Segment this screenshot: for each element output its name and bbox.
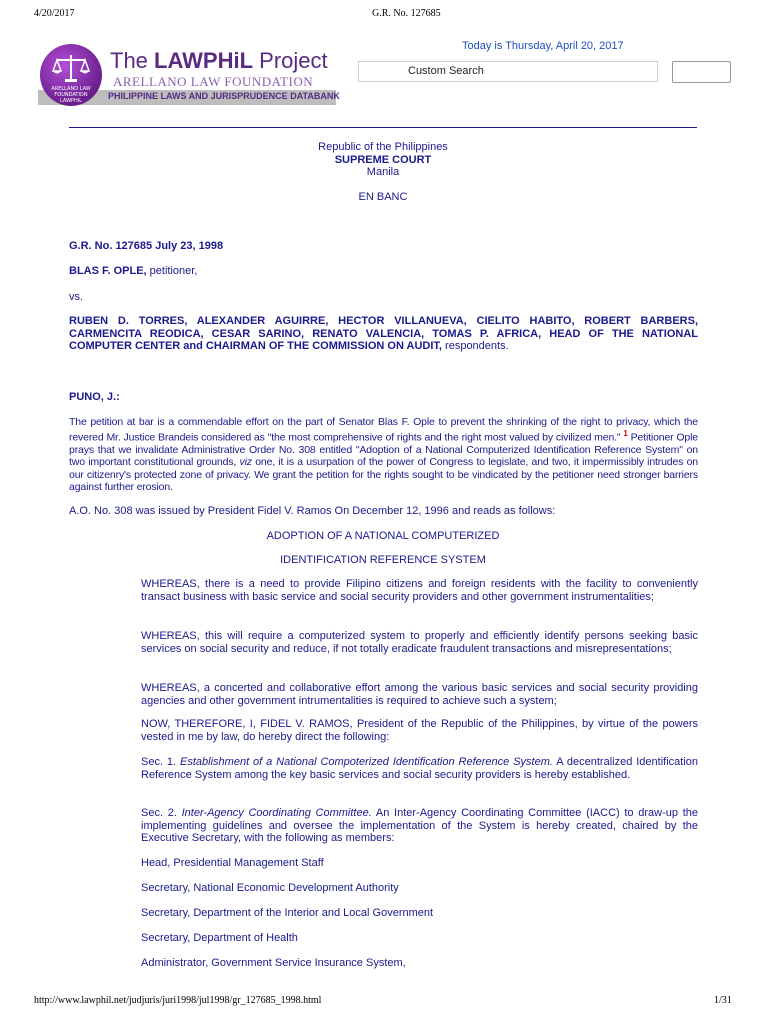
case-number: G.R. No. 127685 July 23, 1998 <box>69 240 224 252</box>
ao-title-1: ADOPTION OF A NATIONAL COMPUTERIZED <box>266 530 500 542</box>
section-2: Sec. 2. Inter-Agency Coordinating Committee. An Inter-Agency Coordinating Committee (IACC) to draw-up the implementing guidelines and oversee the implementation of the System is hereby created, chaired by the Executive Secretary, with the following as members: <box>141 807 698 844</box>
member-item: Head, Presidential Management Staff <box>141 857 324 869</box>
ao-title-2: IDENTIFICATION REFERENCE SYSTEM <box>280 554 486 566</box>
division-line: EN BANC <box>358 191 408 203</box>
republic-line: Republic of the Philippines <box>318 141 448 153</box>
opening-paragraph: The petition at bar is a commendable effort on the part of Senator Blas F. Ople to prevent the shrinking of the right to privacy, which the revered Mr. Justice Brandeis considered as "the most comprehensive of rights and the right most valued by civilized men." $^1$ Petitioner Ople prays that we invalidate Administrative Order No. 308 entitled "Adoption of a National Computerized Identification Reference System" on two important constitutional grounds, viz one, it is a usurpation of the power of Congress to legislate, and two, it impermissibly intrudes on our citizenry's protected zone of privacy. We grant the petition for the rights sought to be vindicated by the petitioner need stronger barriers against further erosion. <box>69 416 698 493</box>
logo-databank-text: PHILIPPINE LAWS AND JURISPRUDENCE DATABANK <box>108 91 340 101</box>
whereas-3: WHEREAS, a concerted and collaborative effort among the various basic services and social security providing agencies and other government intrumentalities is required to achieve such a system; <box>141 682 698 707</box>
member-item: Secretary, National Economic Development Authority <box>141 882 399 894</box>
respondents: RUBEN D. TORRES, ALEXANDER AGUIRRE, HECTOR VILLANUEVA, CIELITO HABITO, ROBERT BARBERS, CARMENCITA REODICA, CESAR SARINO, RENATO VALENCIA, TOMAS P. AFRICA, HEAD OF THE NATIONAL COMPUTER CENTER and CHAIRMAN OF THE COMMISSION ON AUDIT, respondents. <box>69 315 698 352</box>
versus: vs. <box>69 291 84 303</box>
whereas-2: WHEREAS, this will require a computerized system to properly and efficiently identify persons seeking basic services on social security and reduce, if not totally eradicate fraudulent transactions and misrepresentations; <box>141 630 698 655</box>
print-title: G.R. No. 127685 <box>372 8 441 19</box>
supreme-court-line: SUPREME COURT <box>334 154 432 166</box>
petitioner: BLAS F. OPLE, petitioner, <box>69 265 198 277</box>
ponente: PUNO, J.: <box>69 391 120 403</box>
whereas-1: WHEREAS, there is a need to provide Filipino citizens and foreign residents with the facility to conveniently transact business with basic service and social security providers and other government instrumentalities; <box>141 578 698 603</box>
scales-of-justice-icon <box>52 52 90 86</box>
today-date: Today is Thursday, April 20, 2017 <box>462 40 624 52</box>
city-line: Manila <box>366 166 400 178</box>
print-url: http://www.lawphil.net/judjuris/juri1998/jul1998/gr_127685_1998.html <box>34 995 322 1006</box>
header-divider <box>69 127 697 128</box>
footnote-1-link[interactable]: 1 <box>623 429 628 439</box>
ao-intro: A.O. No. 308 was issued by President Fidel V. Ramos On December 12, 1996 and reads as follows: <box>69 505 556 517</box>
search-button[interactable] <box>672 61 731 83</box>
emblem-text: ARELLANO LAW FOUNDATION LAWPHiL <box>51 86 91 104</box>
print-date: 4/20/2017 <box>34 8 75 19</box>
lawphil-logo[interactable] <box>38 44 338 106</box>
custom-search-input[interactable]: Custom Search <box>358 61 658 82</box>
member-item: Administrator, Government Service Insurance System, <box>141 957 406 969</box>
member-item: Secretary, Department of the Interior and Local Government <box>141 907 434 919</box>
now-therefore: NOW, THEREFORE, I, FIDEL V. RAMOS, President of the Republic of the Philippines, by virtue of the powers vested in me by law, do hereby direct the following: <box>141 718 698 743</box>
print-page: 1/31 <box>714 995 732 1006</box>
section-1: Sec. 1. Establishment of a National Compoterized Identification Reference System. A decentralized Identification Reference System among the key basic services and social security providers is hereby established. <box>141 756 699 781</box>
member-item: Secretary, Department of Health <box>141 932 298 944</box>
logo-title: The LAWPHiL Project <box>110 48 328 73</box>
scales-emblem <box>40 44 102 106</box>
logo-subtitle: ARELLANO LAW FOUNDATION <box>113 74 314 89</box>
